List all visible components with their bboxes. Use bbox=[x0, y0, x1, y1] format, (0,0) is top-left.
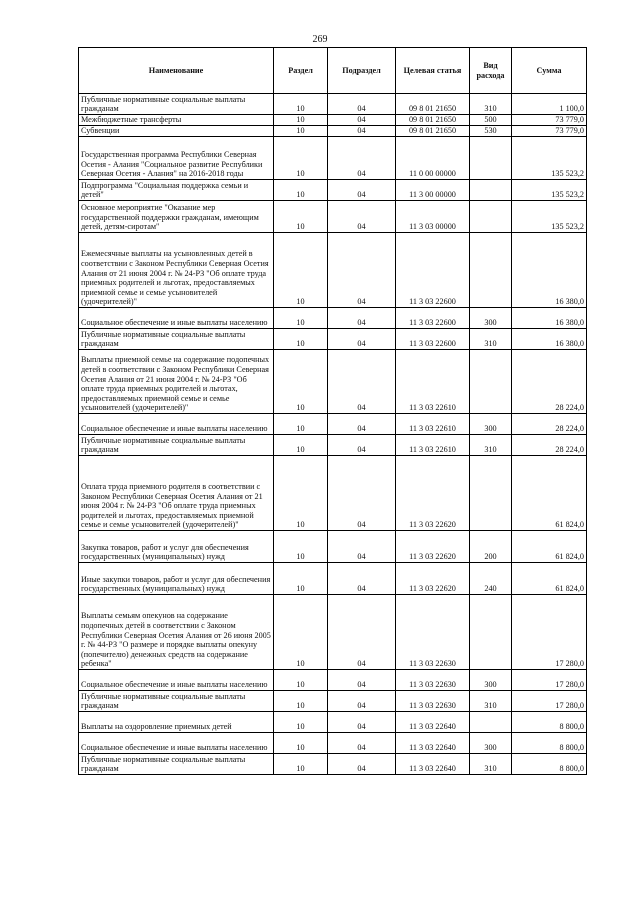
row-target: 11 3 03 22610 bbox=[396, 414, 470, 435]
row-section: 10 bbox=[274, 691, 328, 712]
table-row bbox=[79, 414, 587, 435]
table-row bbox=[79, 350, 587, 414]
table-header-row bbox=[79, 48, 587, 94]
row-expense-type bbox=[470, 180, 512, 201]
row-expense-type: 310 bbox=[470, 691, 512, 712]
row-expense-type: 310 bbox=[470, 329, 512, 350]
row-expense-type: 310 bbox=[470, 94, 512, 115]
row-name: Выплаты приемной семье на содержание подопечных детей в соответствии с Законом Республики Северная Осетия Алания от 21 июня 2004 г. № 24-РЗ "Об оплате труда приемных родителей и льготах, предоставляемых приемной семье и семье усыновителей (удочерителей)" bbox=[79, 350, 274, 414]
header-target: Целевая статья bbox=[396, 48, 470, 94]
row-expense-type: 300 bbox=[470, 670, 512, 691]
row-target: 11 3 03 22640 bbox=[396, 754, 470, 775]
row-section: 10 bbox=[274, 712, 328, 733]
table-row bbox=[79, 456, 587, 531]
row-target: 11 3 03 22640 bbox=[396, 733, 470, 754]
row-expense-type: 500 bbox=[470, 115, 512, 126]
table-body bbox=[79, 94, 587, 775]
row-name: Выплаты семьям опекунов на содержание подопечных детей в соответствии с Законом Республики Северная Осетия Алания от 26 июня 2005 г. № 44-РЗ "О размере и порядке выплаты опекуну (попечителю) денежных средств на содержание ребенка" bbox=[79, 595, 274, 670]
row-name: Субвенции bbox=[79, 126, 274, 137]
row-name: Иные закупки товаров, работ и услуг для обеспечения государственных (муниципальных) нужд bbox=[79, 563, 274, 595]
row-name: Социальное обеспечение и иные выплаты населению bbox=[79, 414, 274, 435]
page-number: 269 bbox=[312, 34, 328, 45]
row-name: Социальное обеспечение и иные выплаты населению bbox=[79, 670, 274, 691]
row-expense-type bbox=[470, 350, 512, 414]
row-amount: 16 380,0 bbox=[512, 233, 587, 308]
row-name: Публичные нормативные социальные выплаты гражданам bbox=[79, 94, 274, 115]
row-subsection: 04 bbox=[328, 201, 396, 233]
row-subsection: 04 bbox=[328, 531, 396, 563]
row-name: Публичные нормативные социальные выплаты гражданам bbox=[79, 329, 274, 350]
table-row bbox=[79, 115, 587, 126]
row-amount: 61 824,0 bbox=[512, 531, 587, 563]
header-expense-type: Вид расхода bbox=[470, 48, 512, 94]
row-expense-type bbox=[470, 233, 512, 308]
row-target: 11 3 03 22630 bbox=[396, 691, 470, 712]
row-name: Публичные нормативные социальные выплаты гражданам bbox=[79, 754, 274, 775]
table-row bbox=[79, 308, 587, 329]
row-target: 11 3 03 22620 bbox=[396, 456, 470, 531]
row-target: 09 8 01 21650 bbox=[396, 126, 470, 137]
row-subsection: 04 bbox=[328, 308, 396, 329]
table-row bbox=[79, 691, 587, 712]
row-target: 11 3 00 00000 bbox=[396, 180, 470, 201]
row-name: Государственная программа Республики Северная Осетия - Алания "Социальное развитие Республики Северная Осетия - Алания" на 2016-2018 годы bbox=[79, 137, 274, 180]
header-amount: Сумма bbox=[512, 48, 587, 94]
row-amount: 73 779,0 bbox=[512, 126, 587, 137]
row-section: 10 bbox=[274, 435, 328, 456]
row-section: 10 bbox=[274, 308, 328, 329]
row-amount: 17 280,0 bbox=[512, 670, 587, 691]
row-expense-type: 310 bbox=[470, 754, 512, 775]
row-amount: 16 380,0 bbox=[512, 308, 587, 329]
row-section: 10 bbox=[274, 733, 328, 754]
row-target: 11 3 03 22620 bbox=[396, 563, 470, 595]
row-target: 11 3 03 22610 bbox=[396, 435, 470, 456]
row-section: 10 bbox=[274, 180, 328, 201]
row-amount: 8 800,0 bbox=[512, 712, 587, 733]
row-target: 11 3 03 22600 bbox=[396, 233, 470, 308]
row-name: Подпрограмма "Социальная поддержка семьи и детей" bbox=[79, 180, 274, 201]
row-target: 11 3 03 22600 bbox=[396, 329, 470, 350]
budget-table bbox=[78, 47, 587, 775]
row-amount: 61 824,0 bbox=[512, 456, 587, 531]
row-section: 10 bbox=[274, 115, 328, 126]
table-row bbox=[79, 531, 587, 563]
row-subsection: 04 bbox=[328, 456, 396, 531]
row-amount: 8 800,0 bbox=[512, 754, 587, 775]
row-section: 10 bbox=[274, 329, 328, 350]
row-section: 10 bbox=[274, 233, 328, 308]
row-subsection: 04 bbox=[328, 712, 396, 733]
row-subsection: 04 bbox=[328, 126, 396, 137]
row-subsection: 04 bbox=[328, 733, 396, 754]
row-amount: 135 523,2 bbox=[512, 137, 587, 180]
row-name: Публичные нормативные социальные выплаты гражданам bbox=[79, 435, 274, 456]
row-name: Публичные нормативные социальные выплаты гражданам bbox=[79, 691, 274, 712]
row-target: 11 3 03 22640 bbox=[396, 712, 470, 733]
row-section: 10 bbox=[274, 754, 328, 775]
row-section: 10 bbox=[274, 531, 328, 563]
row-name: Социальное обеспечение и иные выплаты населению bbox=[79, 733, 274, 754]
row-subsection: 04 bbox=[328, 754, 396, 775]
row-target: 11 3 03 22620 bbox=[396, 531, 470, 563]
row-subsection: 04 bbox=[328, 435, 396, 456]
row-amount: 28 224,0 bbox=[512, 414, 587, 435]
row-target: 09 8 01 21650 bbox=[396, 115, 470, 126]
row-name: Межбюджетные трансферты bbox=[79, 115, 274, 126]
row-expense-type bbox=[470, 456, 512, 531]
row-subsection: 04 bbox=[328, 414, 396, 435]
row-expense-type: 300 bbox=[470, 414, 512, 435]
table-row bbox=[79, 563, 587, 595]
row-amount: 17 280,0 bbox=[512, 691, 587, 712]
row-expense-type bbox=[470, 137, 512, 180]
row-subsection: 04 bbox=[328, 180, 396, 201]
row-subsection: 04 bbox=[328, 670, 396, 691]
row-name: Закупка товаров, работ и услуг для обеспечения государственных (муниципальных) нужд bbox=[79, 531, 274, 563]
table-row bbox=[79, 712, 587, 733]
row-subsection: 04 bbox=[328, 94, 396, 115]
row-target: 11 3 03 22630 bbox=[396, 670, 470, 691]
row-amount: 61 824,0 bbox=[512, 563, 587, 595]
table-row bbox=[79, 233, 587, 308]
row-amount: 28 224,0 bbox=[512, 350, 587, 414]
row-target: 11 3 03 22600 bbox=[396, 308, 470, 329]
row-expense-type: 300 bbox=[470, 308, 512, 329]
row-subsection: 04 bbox=[328, 350, 396, 414]
row-expense-type bbox=[470, 201, 512, 233]
header-section: Раздел bbox=[274, 48, 328, 94]
table-row bbox=[79, 754, 587, 775]
row-expense-type: 310 bbox=[470, 435, 512, 456]
row-target: 09 8 01 21650 bbox=[396, 94, 470, 115]
row-target: 11 0 00 00000 bbox=[396, 137, 470, 180]
row-section: 10 bbox=[274, 456, 328, 531]
row-subsection: 04 bbox=[328, 137, 396, 180]
row-section: 10 bbox=[274, 94, 328, 115]
row-name: Выплаты на оздоровление приемных детей bbox=[79, 712, 274, 733]
row-name: Оплата труда приемного родителя в соответствии с Законом Республики Северная Осетия Алания от 21 июня 2004 г. № 24-РЗ "Об оплате труда приемных родителей и льготах, предоставляемых приемной семье и семье усыновителей (удочерителей)" bbox=[79, 456, 274, 531]
row-section: 10 bbox=[274, 201, 328, 233]
row-amount: 16 380,0 bbox=[512, 329, 587, 350]
row-target: 11 3 03 00000 bbox=[396, 201, 470, 233]
table-row bbox=[79, 595, 587, 670]
table-row bbox=[79, 435, 587, 456]
table-row bbox=[79, 329, 587, 350]
row-name: Ежемесячные выплаты на усыновленных детей в соответствии с Законом Республики Северная Осетия Алания от 21 июня 2004 г. № 24-РЗ "Об оплате труда приемных родителей и льготах, предоставляемых приемной семье и семье усыновителей (удочерителей)" bbox=[79, 233, 274, 308]
row-amount: 135 523,2 bbox=[512, 201, 587, 233]
row-section: 10 bbox=[274, 126, 328, 137]
row-target: 11 3 03 22630 bbox=[396, 595, 470, 670]
row-section: 10 bbox=[274, 595, 328, 670]
row-amount: 135 523,2 bbox=[512, 180, 587, 201]
row-amount: 73 779,0 bbox=[512, 115, 587, 126]
table-row bbox=[79, 670, 587, 691]
row-section: 10 bbox=[274, 137, 328, 180]
row-amount: 17 280,0 bbox=[512, 595, 587, 670]
row-subsection: 04 bbox=[328, 691, 396, 712]
row-subsection: 04 bbox=[328, 329, 396, 350]
row-expense-type: 300 bbox=[470, 733, 512, 754]
table-row bbox=[79, 201, 587, 233]
row-amount: 1 100,0 bbox=[512, 94, 587, 115]
header-subsection: Подраздел bbox=[328, 48, 396, 94]
row-amount: 8 800,0 bbox=[512, 733, 587, 754]
row-expense-type bbox=[470, 595, 512, 670]
table-row bbox=[79, 180, 587, 201]
row-expense-type: 530 bbox=[470, 126, 512, 137]
table-row bbox=[79, 733, 587, 754]
row-section: 10 bbox=[274, 563, 328, 595]
row-subsection: 04 bbox=[328, 595, 396, 670]
row-subsection: 04 bbox=[328, 563, 396, 595]
row-subsection: 04 bbox=[328, 233, 396, 308]
header-name: Наименование bbox=[79, 48, 274, 94]
table-row bbox=[79, 94, 587, 115]
row-expense-type: 240 bbox=[470, 563, 512, 595]
row-section: 10 bbox=[274, 414, 328, 435]
row-amount: 28 224,0 bbox=[512, 435, 587, 456]
table-row bbox=[79, 137, 587, 180]
row-expense-type bbox=[470, 712, 512, 733]
row-section: 10 bbox=[274, 350, 328, 414]
row-section: 10 bbox=[274, 670, 328, 691]
table-row bbox=[79, 126, 587, 137]
row-subsection: 04 bbox=[328, 115, 396, 126]
row-target: 11 3 03 22610 bbox=[396, 350, 470, 414]
row-expense-type: 200 bbox=[470, 531, 512, 563]
row-name: Основное мероприятие "Оказание мер государственной поддержки гражданам, имеющим детей, детям-сиротам" bbox=[79, 201, 274, 233]
row-name: Социальное обеспечение и иные выплаты населению bbox=[79, 308, 274, 329]
